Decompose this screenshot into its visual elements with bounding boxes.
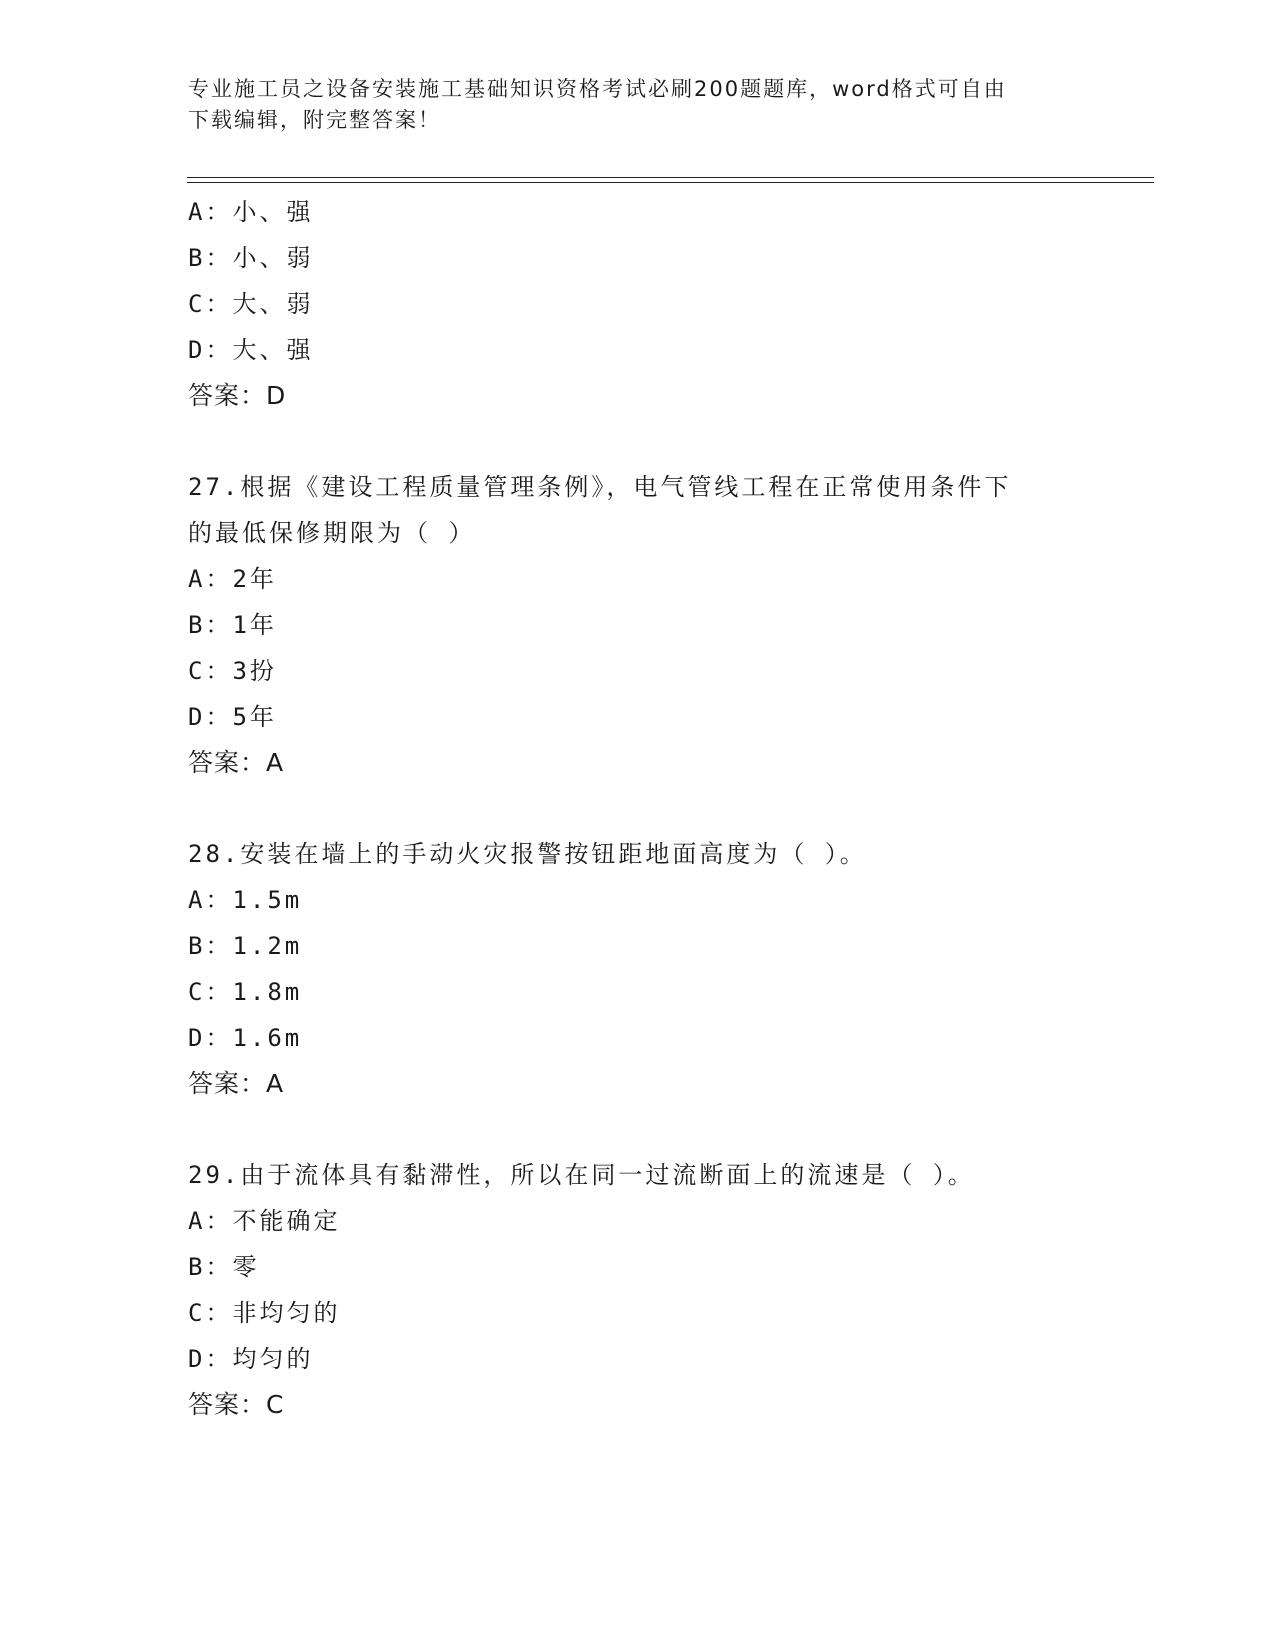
question-29: [188, 1152, 1088, 1428]
option-d: D：1.6m: [188, 1024, 303, 1052]
question-26: [188, 189, 1088, 419]
option-c: C：非均匀的: [188, 1299, 341, 1327]
option-d: D：均匀的: [188, 1345, 314, 1373]
question-stem-line-2: 的最低保修期限为（ ）: [188, 519, 476, 547]
option-c: C：3扮: [188, 657, 277, 685]
spacer: [188, 419, 1088, 464]
option-a: A：小、强: [188, 198, 314, 226]
question-list: [188, 189, 1088, 1428]
header-line-2: 下载编辑，附完整答案！: [188, 108, 441, 132]
answer: 答案：A: [188, 748, 285, 777]
header-divider-bottom: [187, 182, 1154, 183]
answer: 答案：C: [188, 1390, 285, 1419]
document-header: [188, 74, 1088, 136]
option-a: A：不能确定: [188, 1207, 341, 1235]
question-27: [188, 464, 1088, 786]
option-a: A：1.5m: [188, 886, 303, 914]
option-b: B：1.2m: [188, 932, 303, 960]
question-28: [188, 831, 1088, 1107]
spacer: [188, 786, 1088, 831]
option-b: B：零: [188, 1253, 260, 1281]
option-d: D：大、强: [188, 336, 314, 364]
header-line-1: 专业施工员之设备安装施工基础知识资格考试必刷200题题库，word格式可自由: [188, 77, 1007, 101]
answer: 答案：D: [188, 381, 287, 410]
question-stem-line-1: 29.由于流体具有黏滞性，所以在同一过流断面上的流速是（ ）。: [188, 1161, 975, 1189]
header-divider-top: [187, 177, 1154, 178]
option-c: C：1.8m: [188, 978, 303, 1006]
option-b: B：1年: [188, 611, 277, 639]
option-d: D：5年: [188, 703, 277, 731]
answer: 答案：A: [188, 1069, 285, 1098]
question-stem-line-1: 28.安装在墙上的手动火灾报警按钮距地面高度为（ ）。: [188, 840, 867, 868]
option-a: A：2年: [188, 565, 277, 593]
question-stem-line-1: 27.根据《建设工程质量管理条例》，电气管线工程在正常使用条件下: [188, 473, 1012, 501]
option-c: C：大、弱: [188, 290, 314, 318]
spacer: [188, 1107, 1088, 1152]
option-b: B：小、弱: [188, 244, 314, 272]
